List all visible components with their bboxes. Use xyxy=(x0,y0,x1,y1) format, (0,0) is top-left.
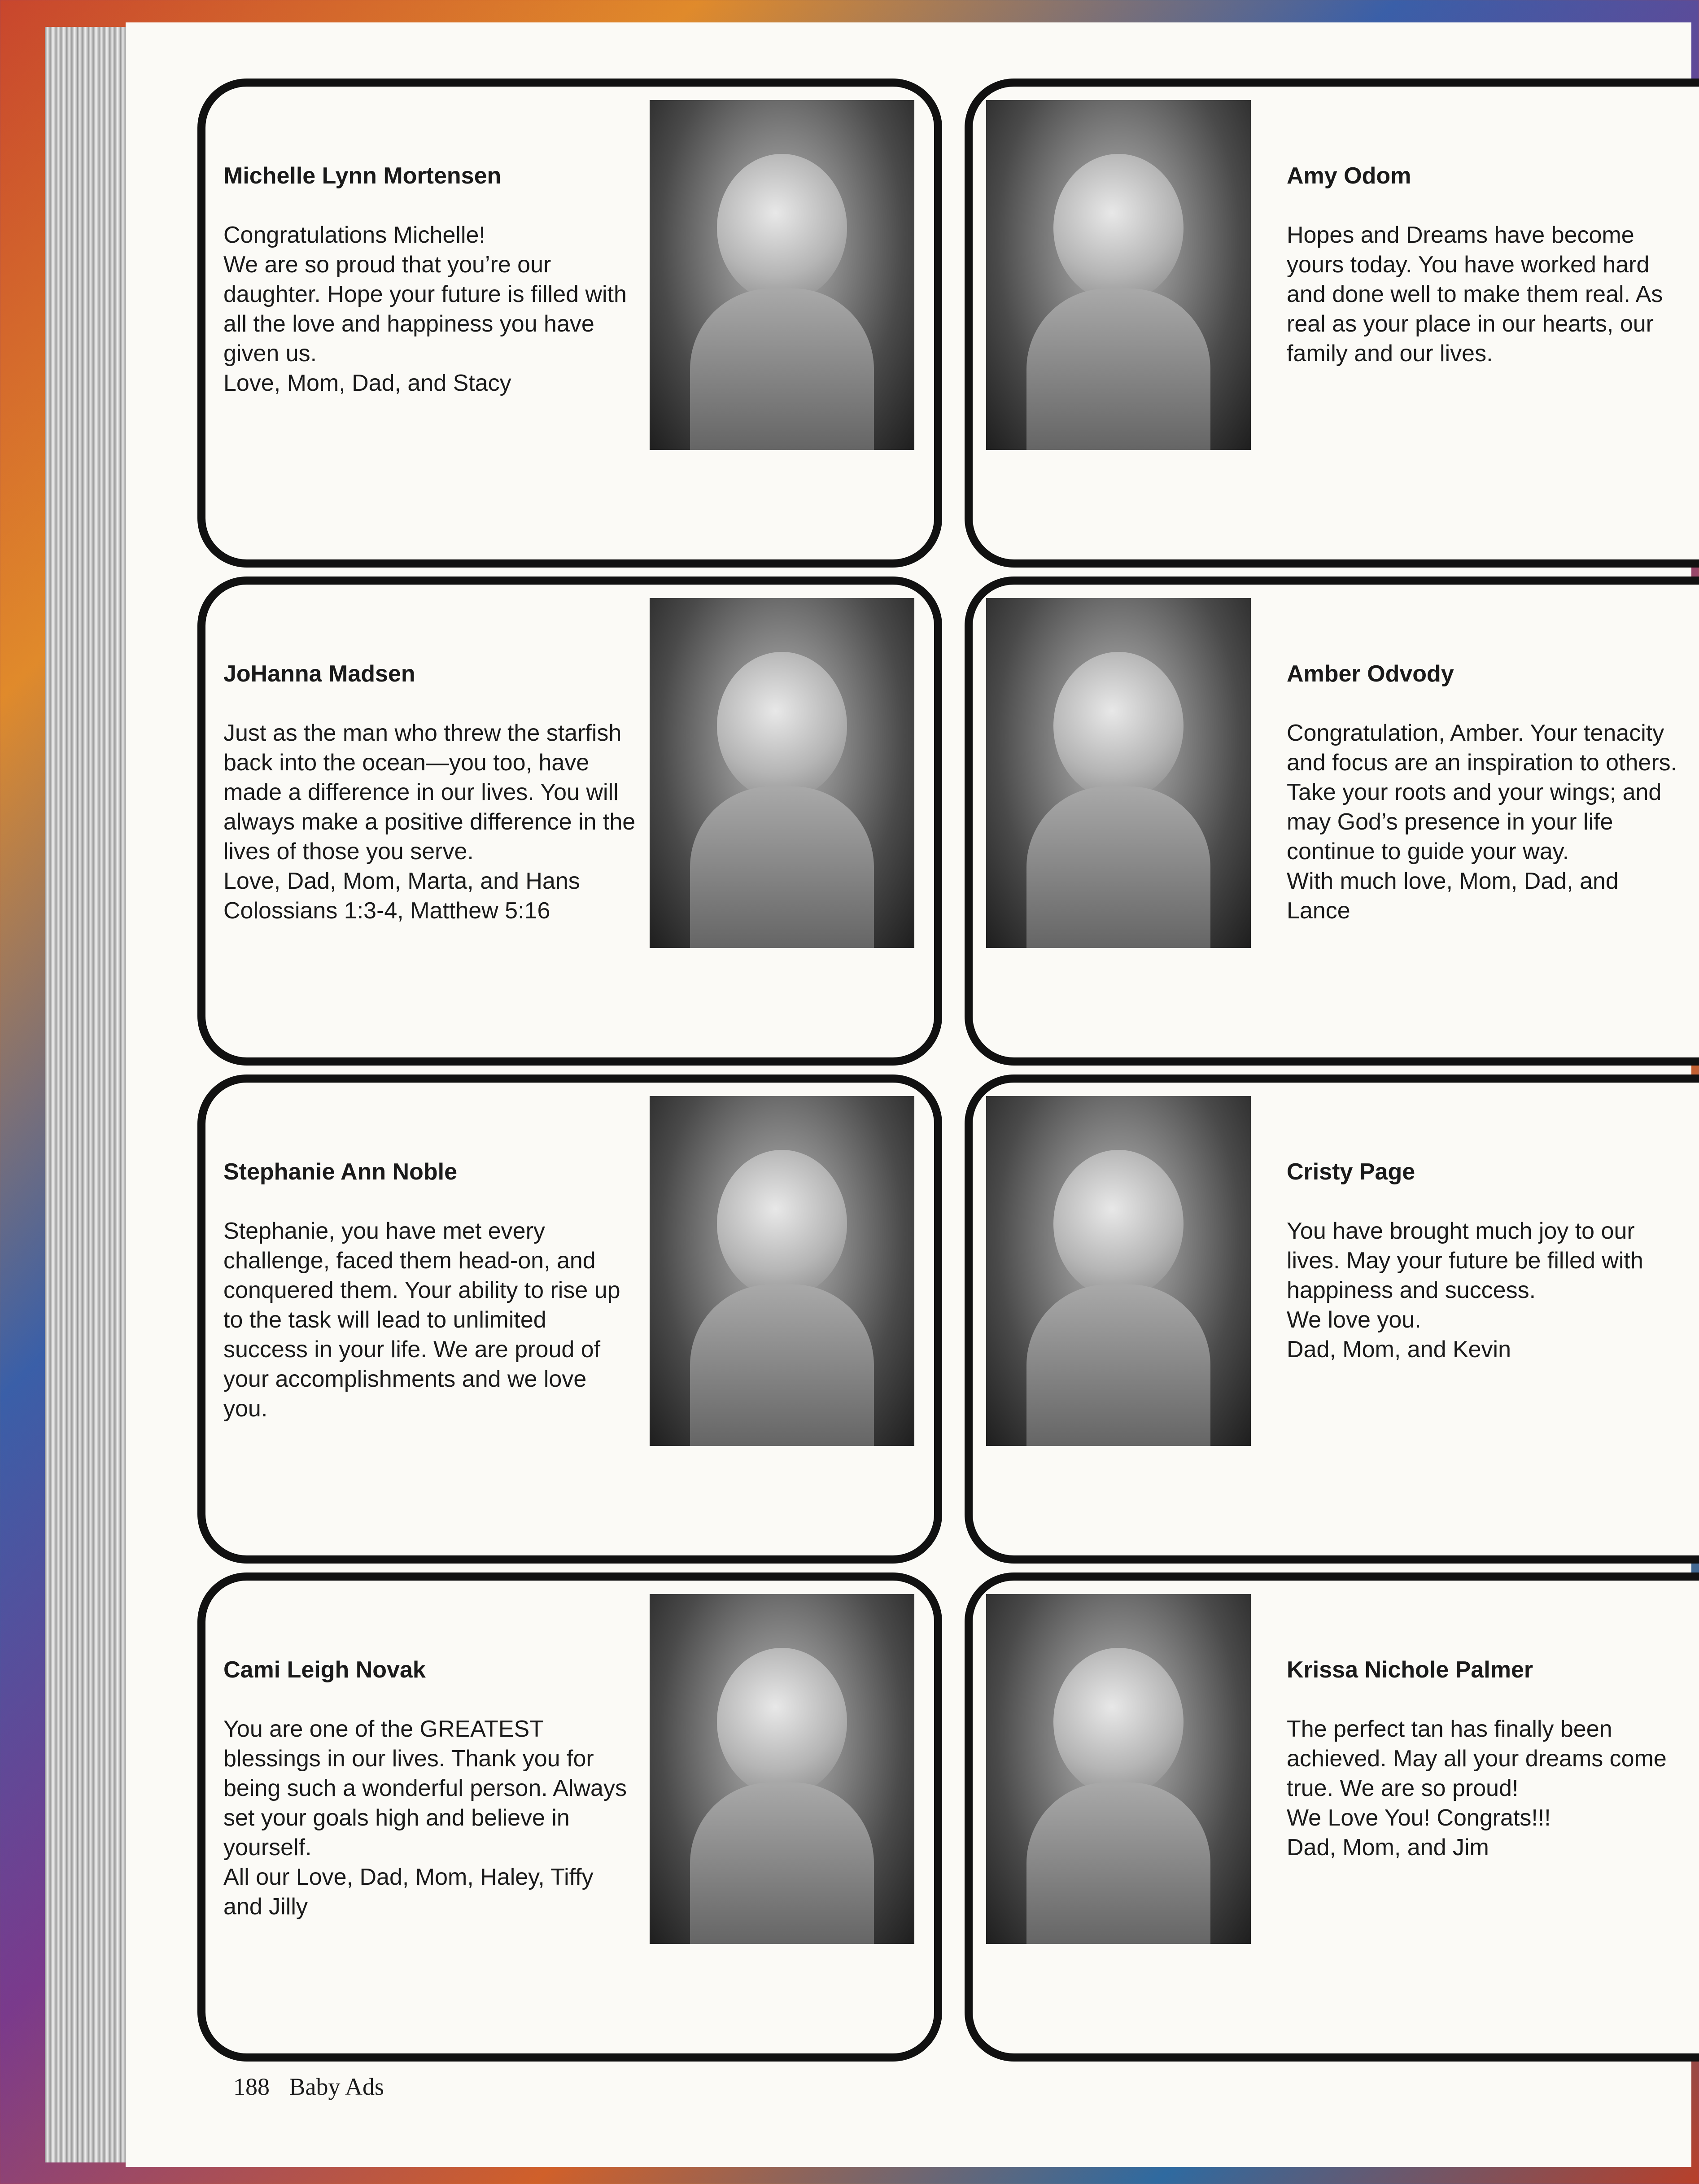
baby-ad-card xyxy=(197,79,942,568)
ad-name: JoHanna Madsen xyxy=(223,661,415,687)
ad-message: Hopes and Dreams have become yours today. You have worked hard and done well to make them real. As real as your place in our hearts, our family and our lives. xyxy=(1287,222,1663,367)
page-footer xyxy=(233,2073,397,2101)
ad-name: Stephanie Ann Noble xyxy=(223,1159,457,1185)
book-binding xyxy=(45,27,135,2162)
baby-ad-card xyxy=(197,577,942,1066)
baby-photo xyxy=(650,100,914,450)
ad-text xyxy=(223,1127,636,1453)
ad-name: Cami Leigh Novak xyxy=(223,1657,426,1683)
page-number: 188 xyxy=(233,2073,270,2100)
baby-ad-card xyxy=(965,1075,1699,1564)
baby-photo xyxy=(986,1594,1251,1944)
ad-name: Cristy Page xyxy=(1287,1159,1415,1185)
baby-photo xyxy=(650,1096,914,1446)
ad-name: Amy Odom xyxy=(1287,163,1411,189)
ad-text xyxy=(1287,629,1682,955)
ad-text xyxy=(223,131,636,428)
ad-message: Just as the man who threw the starfish back into the ocean—you too, have made a difference in our lives. You will always make a positive difference in the lives of those you serve. Love, Dad, Mom, Marta, and Hans Colossians 1:3-4, Matthew 5:16 xyxy=(223,720,636,924)
baby-ad-card xyxy=(965,577,1699,1066)
section-title: Baby Ads xyxy=(289,2073,384,2100)
ad-text xyxy=(1287,1127,1682,1394)
baby-ad-card xyxy=(965,79,1699,568)
baby-ad-card xyxy=(197,1075,942,1564)
ad-message: You have brought much joy to our lives. May your future be filled with happiness and success. We love you. Dad, Mom, and Kevin xyxy=(1287,1218,1643,1363)
ad-message: You are one of the GREATEST blessings in our lives. Thank you for being such a wonderful person. Always set your goals high and believe in yourself. All our Love, Dad, Mom, Haley, Tiffy and Jilly xyxy=(223,1716,627,1920)
ad-message: Congratulations Michelle! We are so proud that you’re our daughter. Hope your future is filled with all the love and happiness you have given us. Love, Mom, Dad, and Stacy xyxy=(223,222,627,396)
baby-photo xyxy=(986,598,1251,948)
baby-photo xyxy=(650,1594,914,1944)
baby-photo xyxy=(986,100,1251,450)
ad-text xyxy=(223,629,636,955)
ad-text xyxy=(1287,131,1682,398)
ad-message: The perfect tan has finally been achieved. May all your dreams come true. We are so proud! We Love You! Congrats!!! Dad, Mom, and Jim xyxy=(1287,1716,1667,1861)
ad-text xyxy=(223,1625,636,1951)
baby-photo xyxy=(650,598,914,948)
ad-name: Amber Odvody xyxy=(1287,661,1454,687)
ad-name: Michelle Lynn Mortensen xyxy=(223,163,502,189)
baby-photo xyxy=(986,1096,1251,1446)
ad-text xyxy=(1287,1625,1682,1892)
ad-message: Stephanie, you have met every challenge, faced them head-on, and conquered them. Your ability to rise up to the task will lead to unlimited success in your life. We are proud of your accomplishments and we love you. xyxy=(223,1218,620,1422)
ad-name: Krissa Nichole Palmer xyxy=(1287,1657,1533,1683)
baby-ad-card xyxy=(197,1572,942,2062)
baby-ad-card xyxy=(965,1572,1699,2062)
ad-message: Congratulation, Amber. Your tenacity and focus are an inspiration to others. Take your roots and your wings; and may God’s presence in your life continue to guide your way. With much love, Mom, Dad, and Lance xyxy=(1287,720,1677,924)
